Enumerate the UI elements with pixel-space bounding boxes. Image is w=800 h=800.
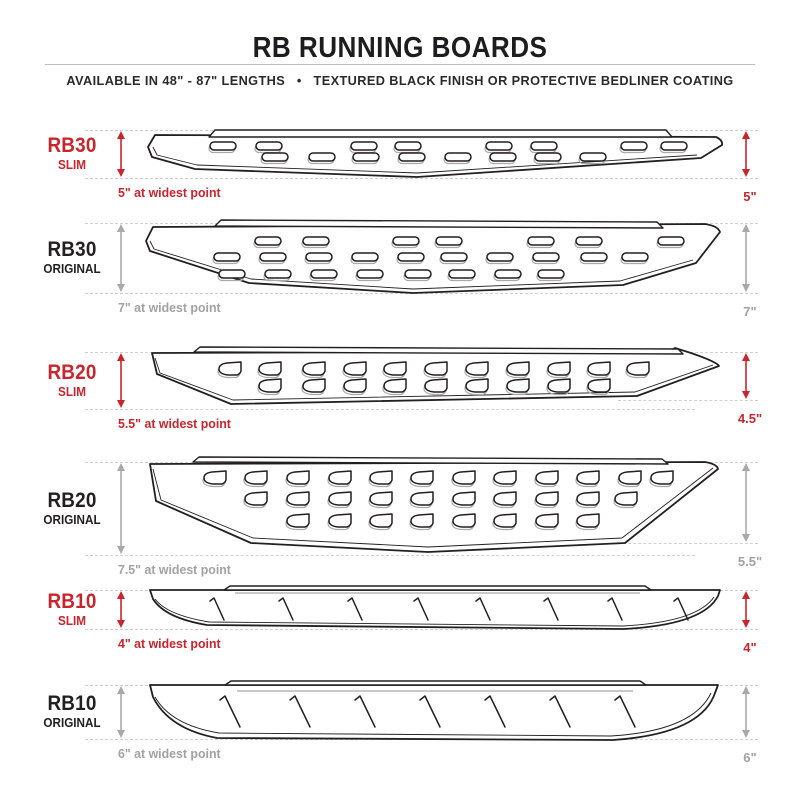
height-label: 7": [743, 304, 757, 319]
widest-point-note: 7" at widest point: [118, 300, 221, 315]
subtitle-lengths: AVAILABLE IN 48" - 87" LENGTHS: [66, 73, 286, 88]
model-name: RB10: [47, 692, 97, 715]
model-label-block: [16, 135, 128, 171]
board-illustration-rb10-original: [145, 678, 728, 747]
left-height-arrow: [114, 224, 128, 292]
model-variant: ORIGINAL: [43, 261, 101, 276]
model-variant: ORIGINAL: [43, 715, 101, 730]
model-label-block: [16, 239, 128, 275]
board-illustration-rb20-slim: [145, 346, 728, 410]
model-variant: ORIGINAL: [43, 511, 101, 527]
left-height-arrow: [114, 353, 128, 408]
right-height-arrow: [739, 686, 753, 738]
left-height-arrow: [114, 463, 128, 554]
widest-point-note: 6" at widest point: [118, 746, 221, 761]
model-label-block: [16, 490, 128, 526]
height-label: 5.5": [737, 554, 763, 569]
model-name: RB30: [47, 238, 97, 261]
model-name: RB20: [47, 488, 97, 512]
model-label-block: [16, 362, 128, 398]
bullet-separator: •: [296, 73, 302, 88]
board-illustration-rb30-original: [145, 219, 728, 295]
board-illustration-rb30-slim: [145, 127, 728, 180]
board-illustration-rb20-original: [145, 455, 728, 556]
widest-point-note: 5" at widest point: [118, 185, 221, 200]
height-label: 6": [743, 750, 757, 765]
left-height-arrow: [114, 591, 128, 628]
model-variant: SLIM: [58, 612, 86, 628]
title-divider: [45, 64, 755, 65]
widest-point-note: 4" at widest point: [118, 636, 221, 651]
model-variant: SLIM: [58, 383, 86, 399]
model-label-block: [16, 693, 128, 729]
widest-point-note: 5.5" at widest point: [118, 416, 231, 431]
right-height-arrow: [739, 224, 753, 292]
model-name: RB30: [47, 134, 97, 157]
model-label-block: [16, 591, 128, 627]
left-height-arrow: [114, 686, 128, 738]
model-name: RB10: [47, 589, 97, 613]
subtitle-finish: TEXTURED BLACK FINISH OR PROTECTIVE BEDLINER COATING: [313, 73, 734, 88]
model-variant: SLIM: [58, 157, 86, 172]
right-height-arrow: [739, 353, 753, 399]
right-height-arrow: [739, 591, 753, 628]
height-label: 5": [743, 189, 757, 204]
right-height-arrow: [739, 463, 753, 542]
model-name: RB20: [47, 360, 97, 384]
height-label: 4.5": [737, 411, 763, 426]
left-height-arrow: [114, 131, 128, 177]
right-height-arrow: [739, 131, 753, 177]
board-illustration-rb10-slim: [145, 584, 728, 631]
page-subtitle: [8, 73, 792, 88]
widest-point-note: 7.5" at widest point: [118, 562, 231, 577]
page-title: RB RUNNING BOARDS: [252, 32, 548, 64]
height-label: 4": [743, 640, 757, 655]
